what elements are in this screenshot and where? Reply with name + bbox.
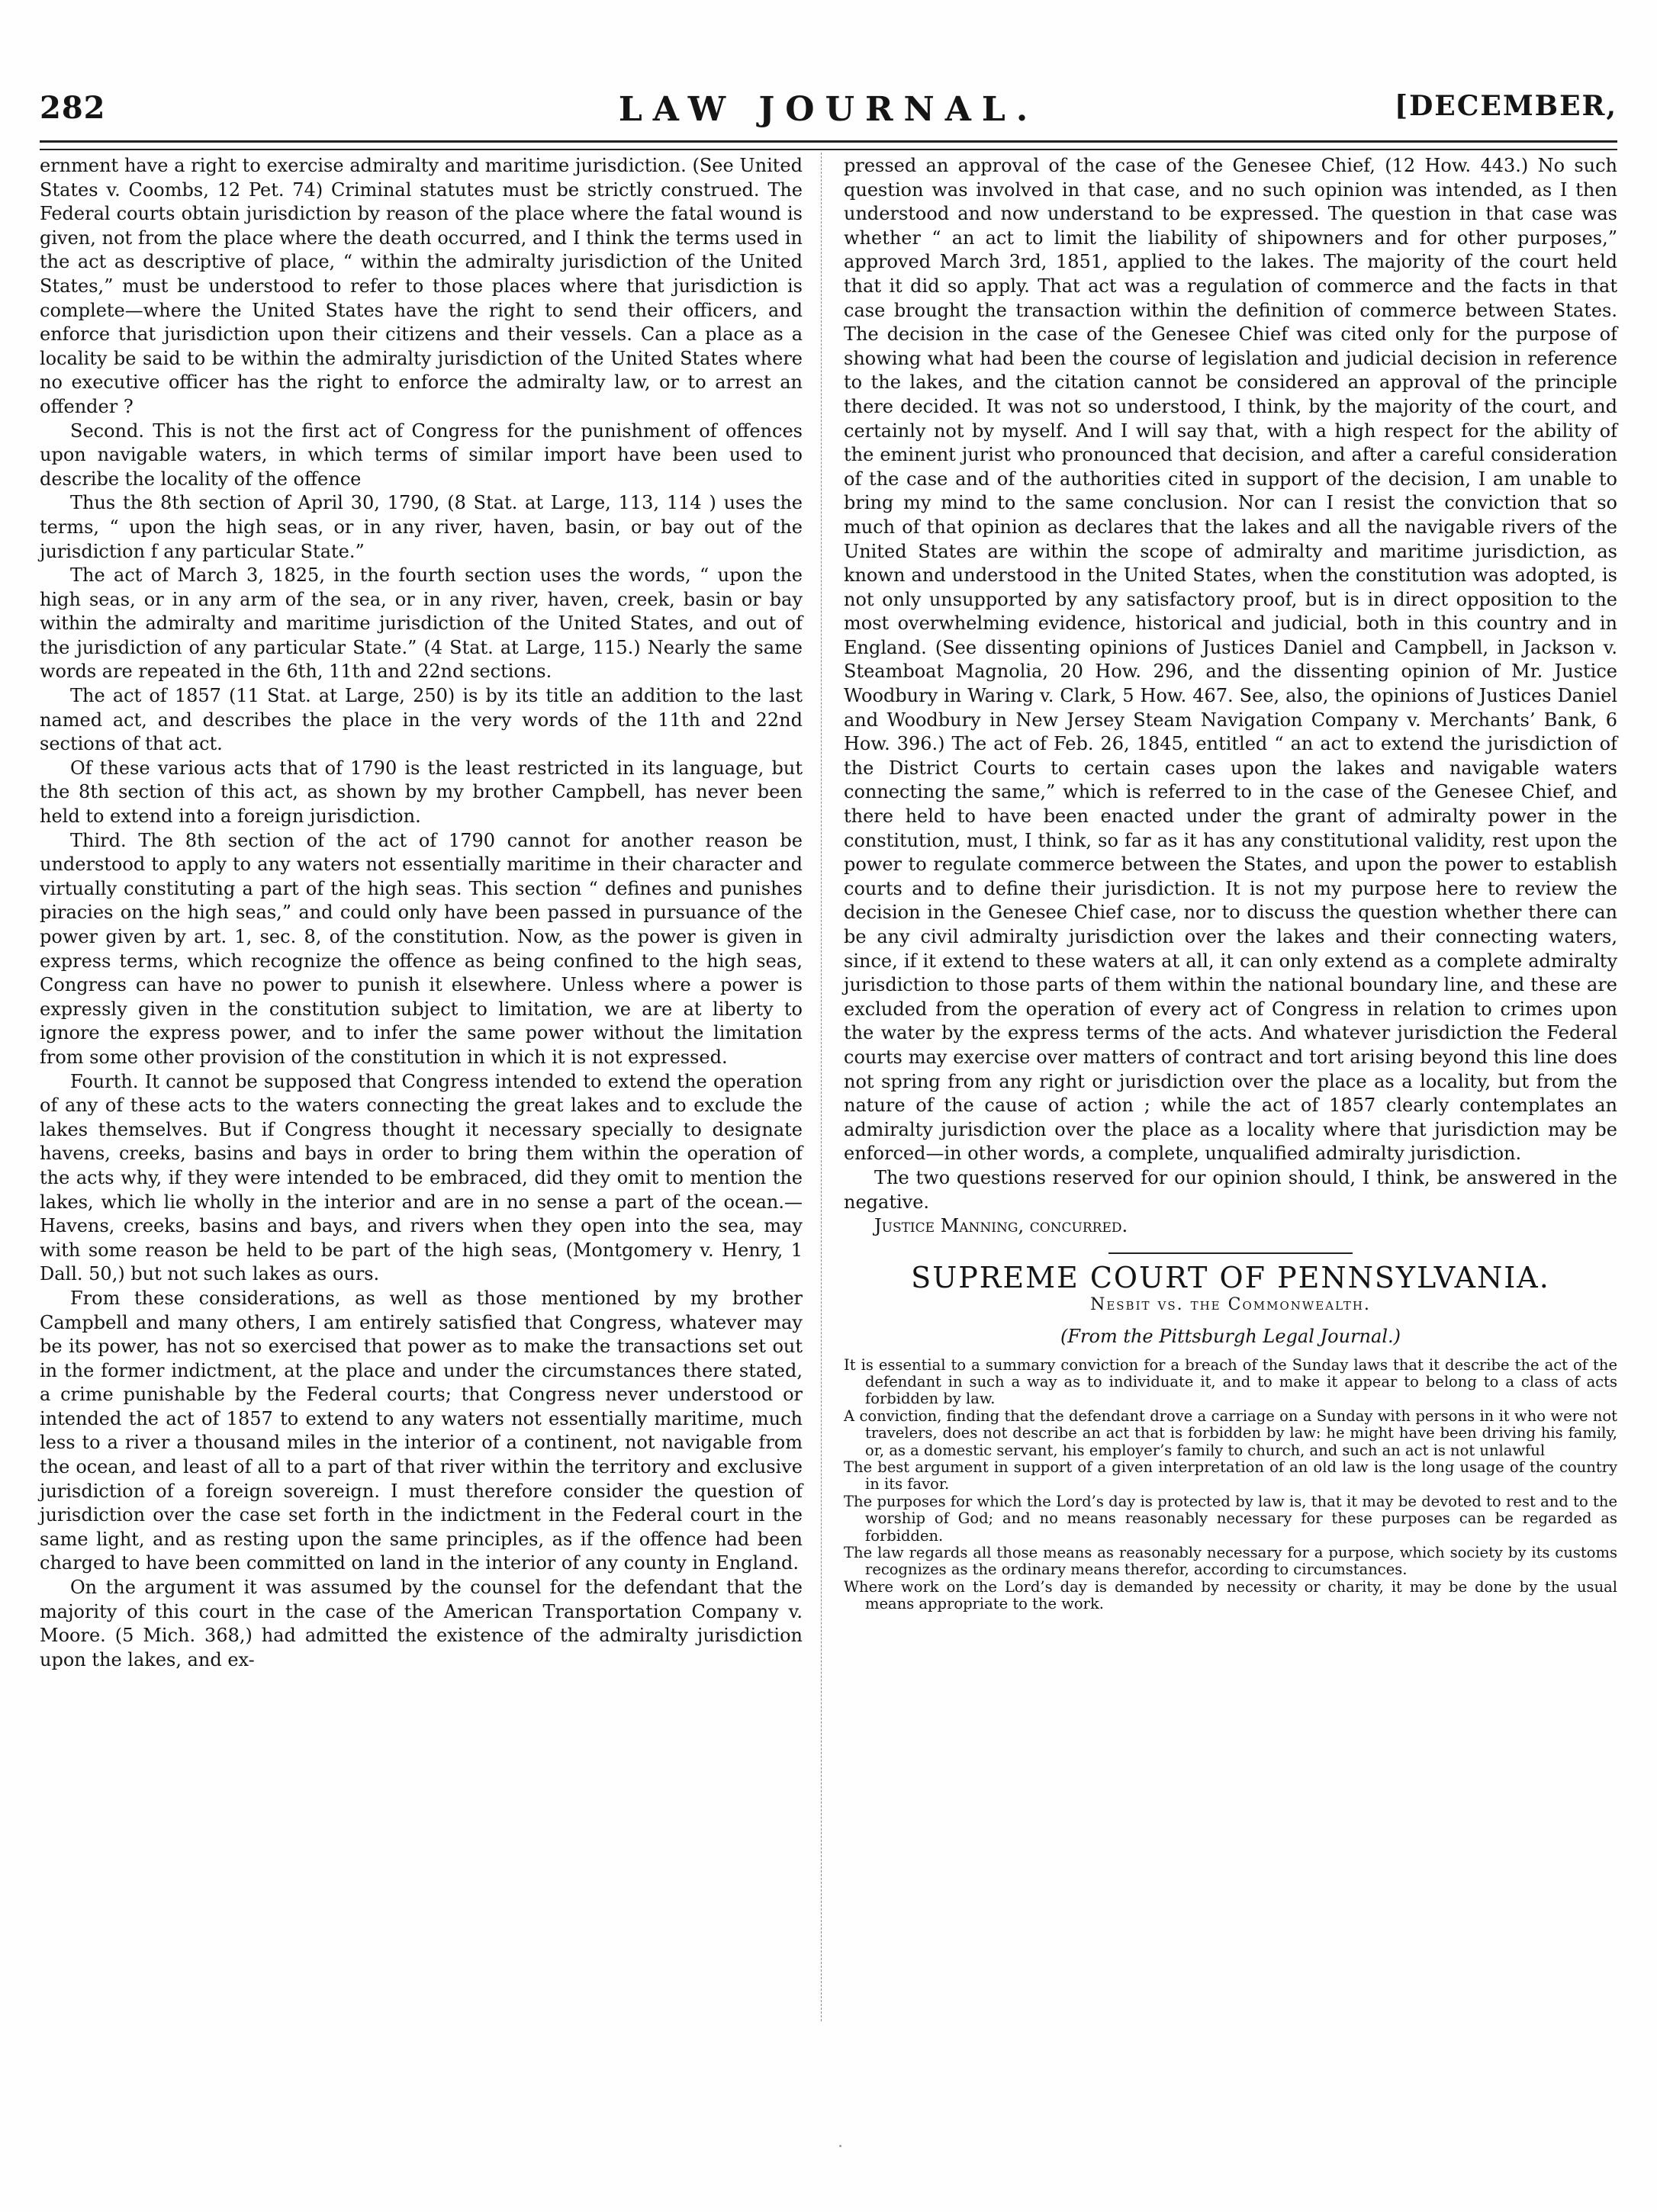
left-column <box>40 154 803 1672</box>
left-paragraph: The act of 1857 (11 Stat. at Large, 250) is by its title an addition to the last named act, and describes the place in the very words of the 11th and 22nd sections of that act. <box>40 685 803 755</box>
left-paragraph: On the argument it was assumed by the counsel for the defendant that the majority of this court in the case of the American Transportation Company v. Moore. (5 Mich. 368,) had admitted the existence of the admiralty jurisdiction upon the lakes, and ex- <box>40 1577 803 1670</box>
concurrence-line: Justice Manning, concurred. <box>874 1215 1128 1237</box>
case-title: Nesbit vs. the Commonwealth. <box>1090 1295 1371 1315</box>
syllabus-item: The law regards all those means as reasonably necessary for a purpose, which society by its customs recognizes as the ordinary means therefor, according to circumstances. <box>844 1543 1617 1579</box>
column-divider <box>821 153 822 2021</box>
left-paragraph: ernment have a right to exercise admiralty and maritime jurisdiction. (See United States v. Coombs, 12 Pet. 74) Criminal statutes must be strictly construed. The Federal courts obtain jurisdiction by reason of the place where the fatal wound is given, not from the place where the death occurred, and I think the terms used in the act as descriptive of place, “ within the admiralty jurisdiction of the United States,” must be understood to refer to those places where that jurisdiction is complete—where the United States have the right to send their officers, and enforce that jurisdiction upon their citizens and their vessels. Can a place as a locality be said to be within the admiralty jurisdiction of the United States where no executive officer has the right to enforce the admiralty law, or to arrest an offender ? <box>40 155 803 417</box>
left-paragraph: From these considerations, as well as those mentioned by my brother Campbell and many others, I am entirely satisfied that Congress, whatever may be its power, has not so exercised that power as to make the transactions set out in the former indictment, at the place and under the circumstances there stated, a crime punishable by the Federal courts; that Congress never understood or intended the act of 1857 to extend to any waters not essentially maritime, much less to a river a thousand miles in the interior of a continent, not navigable from the ocean, and least of all to a part of that river within the territory and exclusive jurisdiction of a foreign sovereign. I must therefore consider the question of jurisdiction over the case set forth in the indictment in the Federal court in the same light, and as resting upon the same principles, as if the offence had been charged to have been committed on land in the interior of any county in England. <box>40 1287 803 1574</box>
left-paragraph: Third. The 8th section of the act of 1790 cannot for another reason be understood to apply to any waters not essentially maritime in their character and virtually constituting a part of the high seas. This section “ defines and punishes piracies on the high seas,” and could only have been passed in pursuance of the power given by art. 1, sec. 8, of the constitution. Now, as the power is given in express terms, which recognize the offence as being confined to the high seas, Congress can have no power to punish it elsewhere. Unless where a power is expressly given in the constitution subject to limitation, we are at liberty to ignore the express power, and to infer the same power without the limitation from some other provision of the constitution in which it is not expressed. <box>40 829 803 1068</box>
source-note: (From the Pittsburgh Legal Journal.) <box>1060 1325 1401 1347</box>
syllabus-item: Where work on the Lord’s day is demanded by necessity or charity, it may be done by the usual means appropriate to the work. <box>844 1577 1617 1613</box>
left-paragraph: The act of March 3, 1825, in the fourth section uses the words, “ upon the high seas, or in any arm of the sea, or in any river, haven, creek, basin or bay within the admiralty and maritime jurisdiction of the United States, and out of the jurisdiction of any particular State.” (4 Stat. at Large, 115.) Nearly the same words are repeated in the 6th, 11th and 22nd sections. <box>40 564 803 683</box>
page-header <box>40 90 1617 139</box>
journal-title: LAW JOURNAL. <box>618 90 1039 129</box>
syllabus <box>844 1357 1617 1613</box>
page-number: 282 <box>40 90 106 126</box>
print-speck <box>839 2145 841 2147</box>
syllabus-item: The best argument in support of a given interpretation of an old law is the long usage of the country in its favor. <box>844 1458 1617 1493</box>
syllabus-item: A conviction, finding that the defendant drove a carriage on a Sunday with persons in it who were not travelers, does not describe an act that is forbidden by law: he might have been driving his family, or, as a domestic servant, his employer’s family to church, and such an act is not unlawful <box>844 1407 1617 1459</box>
syllabus-item: It is essential to a summary conviction for a breach of the Sunday laws that it describe the act of the defendant in such a way as to individuate it, and to make it appear to belong to a class of acts forbidden by law. <box>844 1355 1617 1408</box>
section-rule <box>1108 1252 1353 1254</box>
right-paragraph: The two questions reserved for our opinion should, I think, be answered in the negative. <box>844 1166 1617 1213</box>
section-title: SUPREME COURT OF PENNSYLVANIA. <box>911 1260 1550 1294</box>
right-paragraph: pressed an approval of the case of the Genesee Chief, (12 How. 443.) No such question was involved in that case, and no such opinion was intended, as I then understood and now understand to be expressed. The question in that case was whether “ an act to limit the liability of shipowners and for other purposes,” approved March 3rd, 1851, applied to the lakes. The majority of the court held that it did so apply. That act was a regulation of commerce and the facts in that case brought the transaction within the definition of commerce between States. The decision in the case of the Genesee Chief was cited only for the purpose of showing what had been the course of legislation and judicial decision in reference to the lakes, and the citation cannot be considered an approval of the principle there decided. It was not so understood, I think, by the majority of the court, and certainly not by myself. And I will say that, with a high respect for the ability of the eminent jurist who pronounced that decision, and after a careful consideration of the case and of the authorities cited in support of the decision, I am unable to bring my mind to the same conclusion. Nor can I resist the conviction that so much of that opinion as declares that the lakes and all the navigable rivers of the United States are within the scope of admiralty and maritime jurisdiction, as known and understood in the United States, when the constitution was adopted, is not only unsupported by any satisfactory proof, but is in direct opposition to the most overwhelming evidence, historical and judicial, both in this country and in England. (See dissenting opinions of Justices Daniel and Campbell, in Jackson v. Steamboat Magnolia, 20 How. 296, and the dissenting opinion of Mr. Justice Woodbury in Waring v. Clark, 5 How. 467. See, also, the opinions of Justices Daniel and Woodbury in New Jersey Steam Navigation Company v. Merchants’ Bank, 6 How. 396.) The act of Feb. 26, 1845, entitled “ an act to extend the jurisdiction of the District Courts to certain cases upon the lakes and navigable waters connecting the same,” which is referred to in the case of the Genesee Chief, and there held to have been enacted under the grant of admiralty power in the constitution, must, I think, so far as it has any constitutional validity, rest upon the power to regulate commerce between the States, and upon the power to establish courts and to define their jurisdiction. It is not my purpose here to review the decision in the Genesee Chief case, nor to discuss the question whether there can be any civil admiralty jurisdiction over the lakes and their connecting waters, since, if it extend to these waters at all, it can only extend as a complete admiralty jurisdiction to those parts of them within the national boundary line, and these are excluded from the operation of every act of Congress in relation to crimes upon the water by the express terms of the acts. And whatever jurisdiction the Federal courts may exercise over matters of contract and tort arising beyond this line does not spring from any right or jurisdiction over the place as a locality, but from the nature of the cause of action ; while the act of 1857 clearly contemplates an admiralty jurisdiction over the place as a locality where that jurisdiction may be enforced—in other words, a complete, unqualified admiralty jurisdiction. <box>844 155 1617 1165</box>
left-paragraph: Fourth. It cannot be supposed that Congress intended to extend the operation of any of these acts to the waters connecting the great lakes and to exclude the lakes themselves. But if Congress thought it necessary specially to designate havens, creeks, basins and bays in order to bring them within the operation of the acts why, if they were intended to be embraced, did they omit to mention the lakes, which lie wholly in the interior and are in no sense a part of the ocean.—Havens, creeks, basins and bays, and rivers when they open into the sea, may with some reason be held to be part of the high seas, (Montgomery v. Henry, 1 Dall. 50,) but not such lakes as ours. <box>40 1070 803 1285</box>
running-head: [DECEMBER, <box>1395 90 1617 122</box>
right-column <box>844 154 1617 1613</box>
left-paragraph: Of these various acts that of 1790 is the least restricted in its language, but the 8th section of this act, as shown by my brother Campbell, has never been held to extend into a foreign jurisdiction. <box>40 757 803 828</box>
left-paragraph: Second. This is not the first act of Congress for the punishment of offences upon navigable waters, in which terms of similar import have been used to describe the locality of the offence <box>40 420 803 490</box>
header-rule <box>40 140 1617 150</box>
left-paragraph: Thus the 8th section of April 30, 1790, (8 Stat. at Large, 113, 114 ) uses the terms, “ upon the high seas, or in any river, haven, basin, or bay out of the jurisdiction f any particular State.” <box>40 492 803 562</box>
syllabus-item: The purposes for which the Lord’s day is protected by law is, that it may be devoted to rest and to the worship of God; and no means reasonably necessary for these purposes can be regarded as forbidden. <box>844 1492 1617 1545</box>
